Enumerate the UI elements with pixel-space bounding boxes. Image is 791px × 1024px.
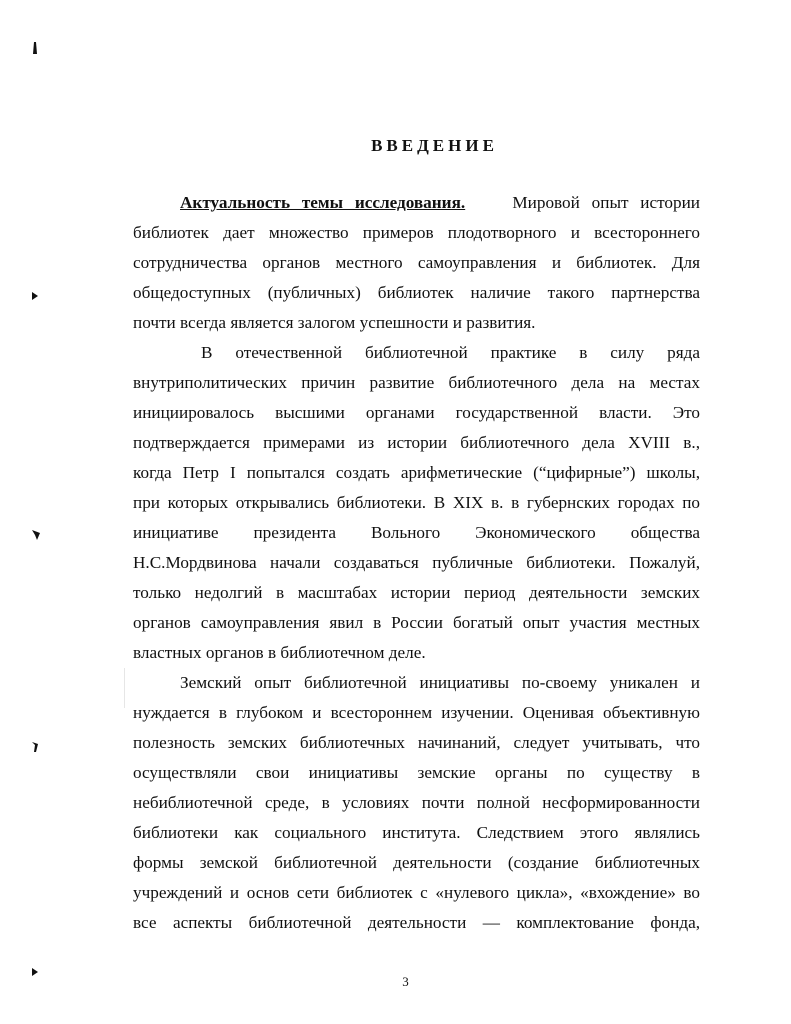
text-line: общедоступных (публичных) библиотек наличие такого партнерства: [133, 283, 700, 302]
text-line: властных органов в библиотечном деле.: [133, 643, 426, 662]
section-heading: Актуальность темы исследования.: [180, 193, 466, 212]
text-line: небиблиотечной среде, в условиях почти полной несформированности: [133, 793, 700, 812]
text-line: полезность земских библиотечных начинаний, следует учитывать, что: [133, 733, 700, 752]
text-line: внутриполитических причин развитие библиотечного дела на местах: [133, 373, 700, 392]
page-number: 3: [402, 974, 409, 989]
page-title: ВВЕДЕНИЕ: [371, 136, 498, 155]
text-line: инициативе президента Вольного Экономического общества: [133, 523, 700, 542]
text-line: Н.С.Мордвинова начали создаваться публичные библиотеки. Пожалуй,: [133, 553, 700, 572]
text-line: библиотек дает множество примеров плодотворного и всестороннего: [133, 223, 700, 242]
text-line: учреждений и основ сети библиотек с «нулевого цикла», «вхождение» во: [133, 883, 700, 902]
text-line: только недолгий в масштабах истории период деятельности земских: [133, 583, 700, 602]
scan-mark-icon: [32, 742, 38, 750]
scan-mark-icon: [32, 530, 38, 538]
text-line: сотрудничества органов местного самоуправления и библиотек. Для: [133, 253, 700, 272]
text-line: органов самоуправления явил в России богатый опыт участия местных: [133, 613, 700, 632]
scan-artifact-line: [124, 668, 125, 708]
text-line: библиотеки как социального института. Следствием этого являлись: [133, 823, 700, 842]
text-line: инициировалось высшими органами государственной власти. Это: [133, 403, 700, 422]
text-line: осуществляли свои инициативы земские органы по существу в: [133, 763, 700, 782]
text-line: В отечественной библиотечной практике в силу ряда: [201, 343, 700, 362]
scan-mark-icon: [32, 42, 38, 50]
scan-mark-icon: [32, 292, 38, 300]
text-line: когда Петр I попытался создать арифметические (“цифирные”) школы,: [133, 463, 700, 482]
text-line: все аспекты библиотечной деятельности — комплектование фонда,: [133, 913, 700, 932]
text-line: подтверждается примерами из истории библиотечного дела XVIII в.,: [133, 433, 700, 452]
text-line: почти всегда является залогом успешности и развития.: [133, 313, 536, 332]
text-line: при которых открывались библиотеки. В XIX в. в губернских городах по: [133, 493, 700, 512]
text-line: Актуальность темы исследования. Мировой опыт истории: [180, 193, 700, 212]
text-line: формы земской библиотечной деятельности (создание библиотечных: [133, 853, 700, 872]
text-line: Земский опыт библиотечной инициативы по-своему уникален и: [180, 673, 700, 692]
text-line: нуждается в глубоком и всестороннем изучении. Оценивая объективную: [133, 703, 700, 722]
